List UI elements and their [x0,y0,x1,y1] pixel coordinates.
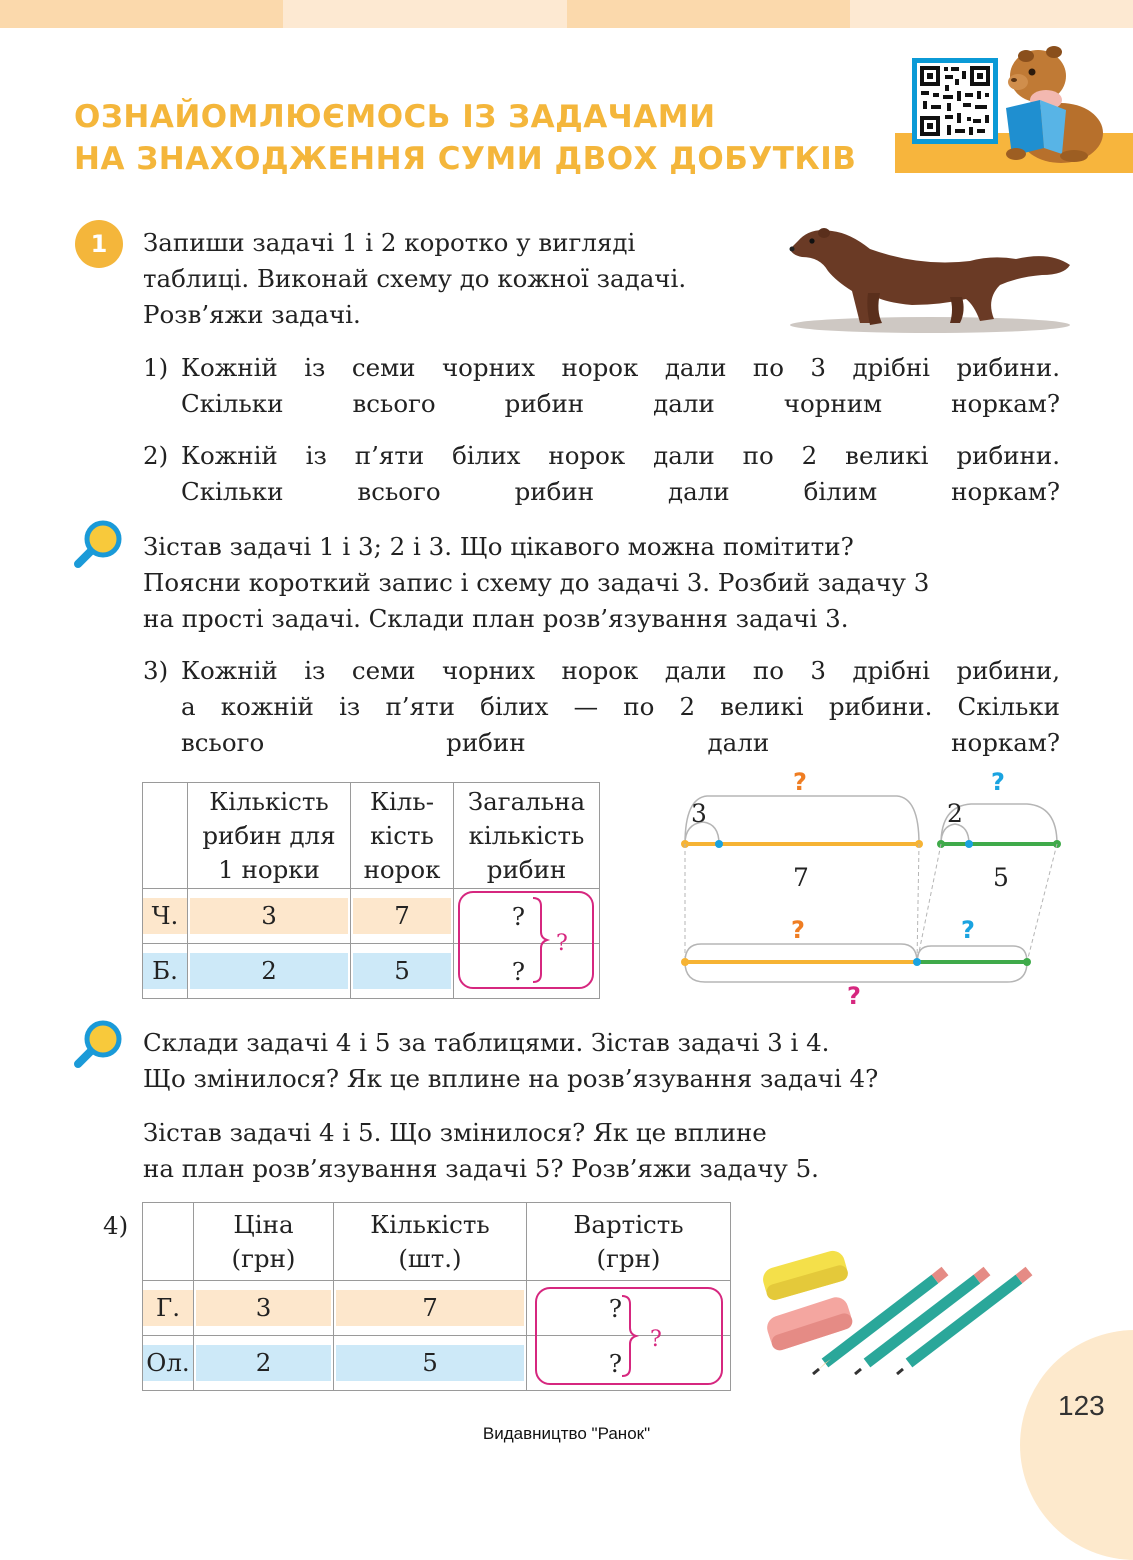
question-total-black: ? [793,768,807,796]
header-line: Кіль- [370,786,434,816]
arc-total-black [685,796,919,844]
header-line: (грн) [231,1243,296,1273]
row-label [143,944,188,999]
table-header [194,1203,334,1281]
label-5: 5 [993,863,1009,892]
header-line: рибин [486,854,567,884]
brace-question-mark: ? [650,1327,662,1352]
problem-number: 3) [143,656,169,685]
compose-line: Склади задачі 4 і 5 за таблицями. Зістав задачі 3 і 4. [143,1028,830,1057]
answer-bracket-box [532,1284,732,1394]
compare-line: на прості задачі. Склади план розв’язування задачі 3. [143,604,849,633]
table-cell [334,1281,527,1336]
table-4-label: 4) [103,1211,129,1240]
mink-illustration [780,215,1075,335]
problem-line: а кожній із п’яти білих — по 2 великі рибини. Скільки [181,692,1060,721]
task-number-badge: 1 [75,220,123,268]
compare2-line: Зістав задачі 4 і 5. Що змінилося? Як це вплине [143,1118,767,1147]
row-label-text: Ол. [143,1345,193,1381]
table-cell [194,1281,334,1336]
problem-line: Кожній із п’яти білих норок дали по 2 великі рибини. [181,441,1060,470]
question-total-white: ? [991,768,1005,796]
question-sum-white: ? [961,916,975,944]
problem-3 [143,653,1060,761]
question-sum-black: ? [791,916,805,944]
page-title [74,96,856,180]
table-cell [188,889,351,944]
table-cell [334,1336,527,1391]
problem-2 [143,438,1060,510]
table-cell [351,889,454,944]
question-total-sum: ? [847,982,861,1010]
qr-code[interactable] [912,58,998,144]
problem-number: 1) [143,353,169,382]
magnifier-icon [70,518,124,572]
cell-value: ? [608,1293,622,1323]
qr-code-icon [917,63,993,139]
page-number: 123 [1058,1390,1105,1421]
cell-value: 2 [196,1345,331,1381]
table-corner-cell [143,1203,194,1281]
cell-value: 7 [336,1290,524,1326]
task-intro [143,225,686,333]
compare2-line: на план розв’язування задачі 5? Розв’яжи задачу 5. [143,1154,819,1183]
compare2-instruction [143,1115,819,1187]
publisher-footer: Видавництво "Ранок" [482,1424,651,1443]
header-line: Загальна [467,786,586,816]
problem-1 [143,350,1060,422]
cell-value: 3 [196,1290,331,1326]
header-line: Кількість [209,786,329,816]
table-header [334,1203,527,1281]
compose-instruction [143,1025,878,1097]
table-header [351,783,454,889]
row-label-text: Б. [143,953,187,989]
cell-value: 5 [353,953,451,989]
answer-bracket-box [455,888,605,998]
magnifier-icon [70,1018,124,1072]
row-label [143,889,188,944]
header-line: кість [370,820,434,850]
header-line: рибин для [202,820,336,850]
brace-question-mark: ? [556,931,568,956]
title-line-1: ОЗНАЙОМЛЮЄМОСЬ ІЗ ЗАДАЧАМИ [74,99,716,135]
problem-line: Скільки всього рибин дали білим норкам? [181,477,1060,506]
capybara-reading-illustration [996,38,1116,163]
intro-line: Запиши задачі 1 і 2 коротко у вигляді [143,228,636,257]
label-2: 2 [947,799,963,828]
table-header [527,1203,731,1281]
row-label [143,1281,194,1336]
cell-value: ? [511,956,525,986]
header-line: кількість [468,820,585,850]
header-line: Ціна [233,1209,294,1239]
problem-line: Скільки всього рибин дали чорним норкам? [181,389,1060,418]
label-7: 7 [793,863,809,892]
row-label-text: Г. [143,1290,193,1326]
table-header [188,783,351,889]
header-line: 1 норки [218,854,320,884]
problem-number: 2) [143,441,169,470]
table-cell [351,944,454,999]
cell-value: 3 [190,898,348,934]
cell-value: 5 [336,1345,524,1381]
segment-diagram [675,760,1075,1010]
header-line: Кількість [370,1209,490,1239]
problem-line: Кожній із семи чорних норок дали по 3 дрібні рибини, [181,656,1060,685]
header-line: норок [363,854,441,884]
table-cell [188,944,351,999]
header-line: Вартість [573,1209,684,1239]
table-header [454,783,600,889]
problem-line: Кожній із семи чорних норок дали по 3 дрібні рибини. [181,353,1060,382]
cell-value: 7 [353,898,451,934]
header-line: (грн) [596,1243,661,1273]
row-label-text: Ч. [143,898,187,934]
top-color-band [0,0,1133,28]
table-corner-cell [143,783,188,889]
cell-value: ? [608,1348,622,1378]
compare-instruction [143,529,929,637]
row-label [143,1336,194,1391]
compare-line: Поясни короткий запис і схему до задачі 3. Розбий задачу 3 [143,568,930,597]
intro-line: таблиці. Виконай схему до кожної задачі. [143,264,687,293]
table-cell [194,1336,334,1391]
pencils-and-erasers-illustration [755,1245,1045,1375]
cell-value: 2 [190,953,348,989]
label-3: 3 [691,799,707,828]
intro-line: Розв’яжи задачі. [143,300,361,329]
cell-value: ? [511,901,525,931]
compose-line: Що змінилося? Як це вплине на розв’язування задачі 4? [143,1064,879,1093]
header-line: (шт.) [398,1243,462,1273]
compare-line: Зістав задачі 1 і 3; 2 і 3. Що цікавого можна помітити? [143,532,854,561]
problem-line: всього рибин дали норкам? [181,728,1060,757]
title-line-2: НА ЗНАХОДЖЕННЯ СУМИ ДВОХ ДОБУТКІВ [74,141,857,177]
